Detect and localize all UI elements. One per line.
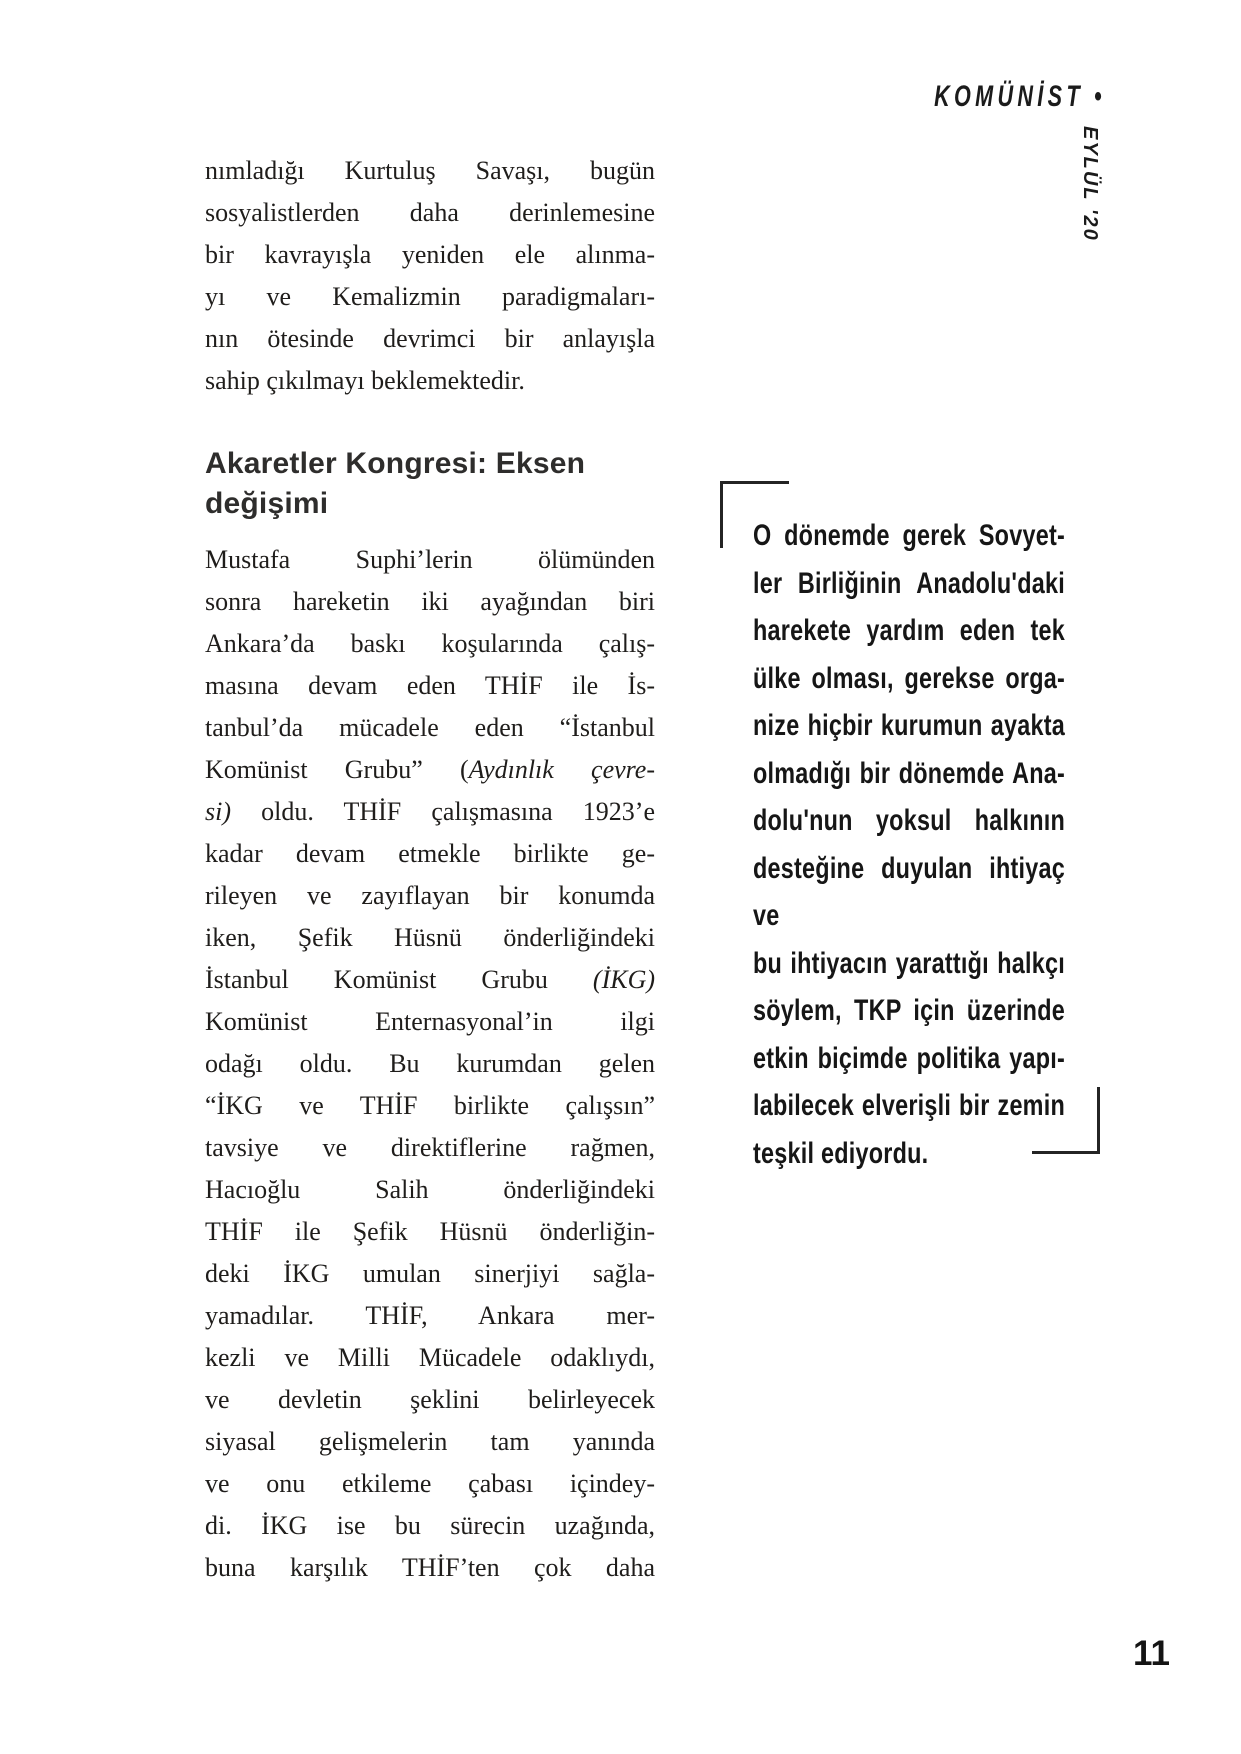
text-run: rileyen ve zayıflayan bir konumda bbox=[205, 881, 655, 910]
text-run: teşkil ediyordu. bbox=[753, 1136, 929, 1170]
text-line bbox=[753, 1082, 1065, 1130]
text-line bbox=[205, 1505, 655, 1547]
italic-text-run: (İKG) bbox=[592, 965, 655, 994]
text-run: İstanbul Komünist Grubu bbox=[205, 965, 593, 994]
text-run: tanbul’da mücadele eden “İstanbul bbox=[205, 713, 655, 742]
text-line bbox=[205, 1211, 655, 1253]
text-line bbox=[205, 234, 655, 276]
issue-date-vertical: EYLÜL '20 bbox=[1079, 126, 1101, 242]
text-run: sonra hareketin iki ayağından biri bbox=[205, 587, 655, 616]
text-line bbox=[205, 318, 655, 360]
text-line bbox=[205, 276, 655, 318]
text-line bbox=[205, 959, 655, 1001]
text-run: sosyalistlerden daha derinlemesine bbox=[205, 198, 655, 227]
text-line bbox=[753, 560, 1065, 608]
text-line bbox=[205, 1337, 655, 1379]
text-line bbox=[205, 1085, 655, 1127]
text-run: O dönemde gerek Sovyet- bbox=[753, 519, 1065, 552]
text-run: buna karşılık THİF’ten çok daha bbox=[205, 1553, 655, 1582]
text-line bbox=[205, 749, 655, 791]
text-line bbox=[753, 702, 1065, 750]
text-run: desteğine duyulan ihtiyaç ve bbox=[753, 851, 1065, 932]
text-run: labilecek elverişli bir zemin bbox=[753, 1089, 1065, 1122]
text-run: etkin biçimde politika yapı- bbox=[753, 1041, 1065, 1075]
text-line bbox=[205, 623, 655, 665]
page-number: 11 bbox=[1133, 1634, 1170, 1673]
text-line bbox=[205, 444, 655, 484]
text-line bbox=[753, 845, 1065, 940]
text-run: THİF ile Şefik Hüsnü önderliğin- bbox=[205, 1217, 655, 1246]
text-run: “İKG ve THİF birlikte çalışsın” bbox=[205, 1091, 655, 1120]
text-line bbox=[205, 1379, 655, 1421]
section-heading bbox=[205, 444, 655, 524]
text-run: ve devletin şeklini belirleyecek bbox=[205, 1385, 655, 1414]
text-run: sahip çıkılmayı beklemektedir. bbox=[205, 366, 525, 395]
text-run: Komünist Enternasyonal’in ilgi bbox=[205, 1007, 655, 1036]
text-line bbox=[205, 1295, 655, 1337]
text-line bbox=[753, 797, 1065, 845]
text-line bbox=[753, 512, 1065, 560]
text-run: Ankara’da baskı koşularında çalış- bbox=[205, 629, 655, 658]
masthead-bullet-icon: • bbox=[1094, 80, 1102, 113]
text-run: bir kavrayışla yeniden ele alınma- bbox=[205, 240, 655, 269]
text-run: di. İKG ise bu sürecin uzağında, bbox=[205, 1511, 655, 1540]
text-line bbox=[753, 940, 1065, 988]
text-line bbox=[205, 484, 655, 524]
text-line bbox=[205, 665, 655, 707]
text-run: nize hiçbir kurumun ayakta bbox=[753, 709, 1065, 742]
text-line bbox=[205, 875, 655, 917]
text-run: harekete yardım eden tek bbox=[753, 614, 1065, 647]
text-line bbox=[753, 750, 1065, 798]
text-run: Akaretler Kongresi: Eksen bbox=[205, 447, 586, 480]
text-run: olmadığı bir dönemde Ana- bbox=[753, 756, 1065, 790]
text-line bbox=[205, 707, 655, 749]
text-run: ülke olması, gerekse orga- bbox=[753, 661, 1065, 695]
text-line bbox=[205, 150, 655, 192]
text-run: nımladığı Kurtuluş Savaşı, bugün bbox=[205, 156, 655, 185]
text-run: söylem, TKP için üzerinde bbox=[753, 994, 1065, 1027]
text-line bbox=[205, 1547, 655, 1589]
text-run: deki İKG umulan sinerjiyi sağla- bbox=[205, 1259, 655, 1288]
text-line bbox=[205, 1127, 655, 1169]
text-run: bu ihtiyacın yarattığı halkçı bbox=[753, 946, 1065, 980]
text-line bbox=[753, 607, 1065, 655]
text-line bbox=[205, 192, 655, 234]
text-run: masına devam eden THİF ile İs- bbox=[205, 671, 655, 700]
text-line bbox=[205, 360, 655, 402]
text-line bbox=[753, 1130, 1065, 1178]
text-line bbox=[205, 791, 655, 833]
text-run: ler Birliğinin Anadolu'daki bbox=[753, 566, 1065, 600]
italic-text-run: si) bbox=[205, 797, 231, 826]
text-run: yamadılar. THİF, Ankara mer- bbox=[205, 1301, 655, 1330]
text-line bbox=[205, 1043, 655, 1085]
text-line bbox=[205, 1001, 655, 1043]
text-run: ve onu etkileme çabası içindey- bbox=[205, 1469, 655, 1498]
text-run: odağı oldu. Bu kurumdan gelen bbox=[205, 1049, 655, 1078]
magazine-masthead bbox=[935, 80, 1102, 114]
text-line bbox=[205, 917, 655, 959]
pull-quote bbox=[753, 512, 1065, 1177]
text-run: Komünist Grubu” ( bbox=[205, 755, 469, 784]
text-run: iken, Şefik Hüsnü önderliğindeki bbox=[205, 923, 655, 952]
text-line bbox=[205, 833, 655, 875]
body-paragraph bbox=[205, 539, 655, 1589]
text-run: kadar devam etmekle birlikte ge- bbox=[205, 839, 655, 868]
text-line bbox=[205, 581, 655, 623]
text-line bbox=[753, 655, 1065, 703]
intro-paragraph bbox=[205, 150, 655, 402]
text-run: değişimi bbox=[205, 487, 329, 520]
text-run: dolu'nun yoksul halkının bbox=[753, 804, 1065, 837]
text-run: Mustafa Suphi’lerin ölümünden bbox=[205, 545, 655, 574]
article-body-column bbox=[205, 150, 655, 1589]
text-run: oldu. THİF çalışmasına 1923’e bbox=[231, 797, 655, 826]
text-run: Hacıoğlu Salih önderliğindeki bbox=[205, 1175, 655, 1204]
text-line bbox=[753, 987, 1065, 1035]
text-run: yı ve Kemalizmin paradigmaları- bbox=[205, 282, 655, 311]
magazine-title: KOMÜNİST bbox=[934, 80, 1085, 113]
text-run: tavsiye ve direktiflerine rağmen, bbox=[205, 1133, 655, 1162]
text-run: kezli ve Milli Mücadele odaklıydı, bbox=[205, 1343, 655, 1372]
text-line bbox=[205, 1463, 655, 1505]
text-run: nın ötesinde devrimci bir anlayışla bbox=[205, 324, 655, 353]
text-line bbox=[205, 1253, 655, 1295]
quote-close-bracket bbox=[1032, 1087, 1100, 1154]
text-line bbox=[205, 539, 655, 581]
italic-text-run: Aydınlık çevre- bbox=[468, 755, 656, 784]
text-line bbox=[205, 1421, 655, 1463]
text-line bbox=[205, 1169, 655, 1211]
text-run: siyasal gelişmelerin tam yanında bbox=[205, 1427, 655, 1456]
text-line bbox=[753, 1035, 1065, 1083]
